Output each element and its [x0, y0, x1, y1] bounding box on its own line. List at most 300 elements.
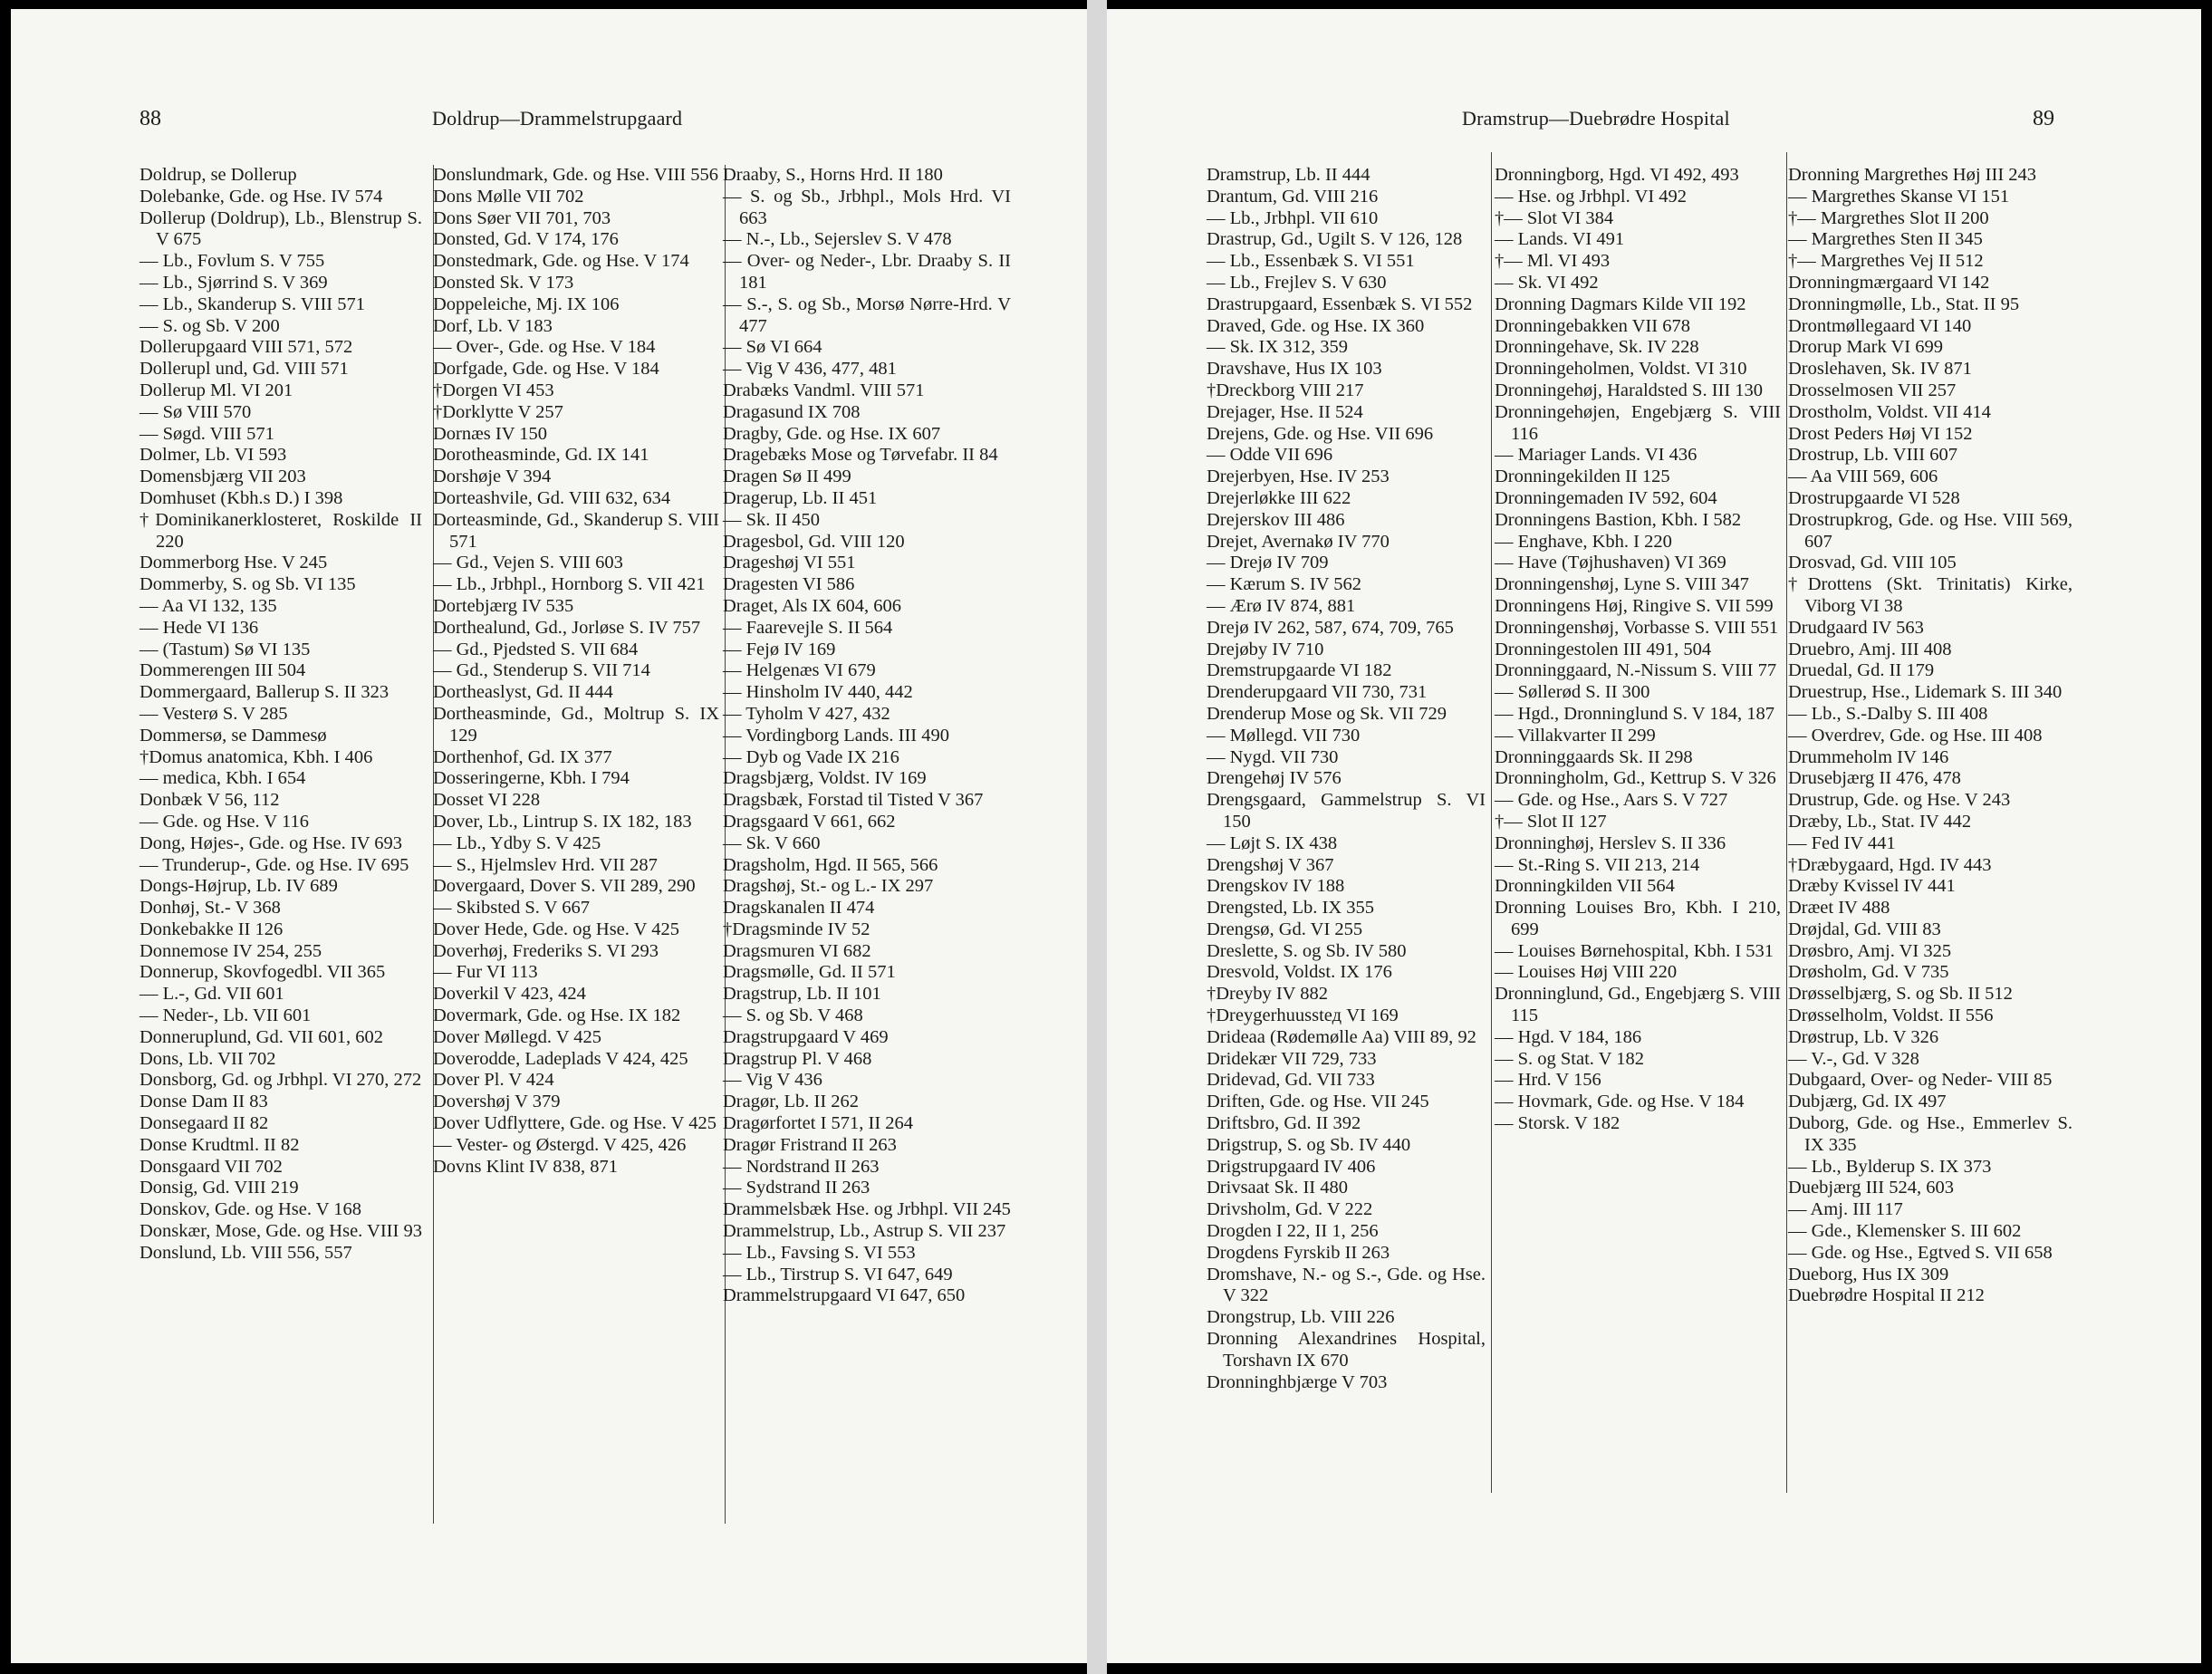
index-entry: — Vesterø S. V 285 [139, 703, 288, 724]
index-entry: Dreslette, S. og Sb. IV 580 [1207, 940, 1407, 961]
index-entry: Drejerbyen, Hse. IV 253 [1207, 467, 1390, 487]
index-entry: Dorfgade, Gde. og Hse. V 184 [433, 359, 659, 380]
index-entry: Dorf, Lb. V 183 [433, 315, 553, 336]
page-gutter [1087, 0, 1107, 1674]
index-entry: Drontmøllegaard VI 140 [1788, 315, 1972, 336]
index-entry: — Gde. og Hse., Aars S. V 727 [1495, 790, 1728, 811]
index-entry: — Lb., Jrbhpl. VII 610 [1207, 207, 1379, 228]
index-entry: Drusebjærg II 476, 478 [1788, 768, 1961, 789]
index-entry: Drummeholm IV 146 [1788, 746, 1949, 767]
index-entry: Dronningehøj, Haraldsted S. III 130 [1495, 380, 1764, 400]
index-entry: Dong, Højes-, Gde. og Hse. IV 693 [139, 832, 403, 853]
index-entry: Dragørfortet I 571, II 264 [723, 1113, 914, 1134]
index-entry: — Sk. V 660 [723, 832, 821, 853]
index-entry: Dover Udflyttere, Gde. og Hse. V 425 [433, 1113, 716, 1134]
index-entry: Drenderupgaard VII 730, 731 [1207, 682, 1428, 703]
index-entry: — Lb., S.-Dalby S. III 408 [1788, 703, 1988, 724]
index-entry: Donsgaard VII 702 [139, 1156, 283, 1177]
index-entry: †Dreckborg VIII 217 [1207, 380, 1364, 400]
index-entry: Dronningehøjen, Engebjærg S. VIII 116 [1495, 401, 1781, 444]
right-page [1107, 9, 2201, 1663]
index-entry: Draved, Gde. og Hse. IX 360 [1207, 315, 1425, 336]
index-entry: Donnemose IV 254, 255 [139, 940, 322, 961]
index-entry: Drivsholm, Gd. V 222 [1207, 1199, 1373, 1220]
index-entry: †Domus anatomica, Kbh. I 406 [139, 746, 373, 767]
column-divider [1786, 152, 1787, 1493]
index-entry: Drantum, Gd. VIII 216 [1207, 186, 1379, 207]
index-entry: — medica, Kbh. I 654 [139, 768, 306, 789]
index-entry: Drøsselholm, Voldst. II 556 [1788, 1005, 1994, 1026]
index-entry: — Gd., Stenderup S. VII 714 [433, 660, 650, 681]
index-entry: — Fed IV 441 [1788, 832, 1896, 853]
index-entry: Drivsaat Sk. II 480 [1207, 1178, 1349, 1198]
index-entry: Donsig, Gd. VIII 219 [139, 1178, 299, 1198]
index-entry: Domhuset (Kbh.s D.) I 398 [139, 487, 343, 508]
index-entry: Drigstrup, S. og Sb. IV 440 [1207, 1134, 1411, 1155]
index-column [1495, 165, 1781, 1135]
index-entry: †— Ml. VI 493 [1495, 251, 1611, 272]
index-entry: — Hede VI 136 [139, 617, 259, 638]
index-entry: — Hrd. V 156 [1495, 1070, 1601, 1091]
index-entry: Dovergaard, Dover S. VII 289, 290 [433, 876, 696, 897]
index-entry: Dragsgaard V 661, 662 [723, 811, 896, 832]
index-entry: Drøsholm, Gd. V 735 [1788, 962, 1949, 983]
index-entry: — Margrethes Skanse VI 151 [1788, 186, 2010, 207]
index-entry: Drejøby IV 710 [1207, 639, 1324, 659]
index-entry: — N.-, Lb., Sejerslev S. V 478 [723, 229, 952, 250]
index-entry: Doverhøj, Frederiks S. VI 293 [433, 940, 659, 961]
index-entry: Dronning Margrethes Høj III 243 [1788, 165, 2037, 185]
index-entry: †Dominikanerklosteret, Roskilde II 220 [139, 509, 422, 552]
index-entry: Driften, Gde. og Hse. VII 245 [1207, 1092, 1429, 1112]
index-entry: †Dræbygaard, Hgd. IV 443 [1788, 854, 1992, 875]
index-entry: — L.-, Gd. VII 601 [139, 984, 284, 1005]
index-entry: — Overdrev, Gde. og Hse. III 408 [1788, 725, 2043, 746]
index-entry: Draaby, S., Horns Hrd. II 180 [723, 165, 943, 185]
index-entry: Drøstrup, Lb. V 326 [1788, 1026, 1939, 1047]
index-entry: — Sk. IX 312, 359 [1207, 337, 1349, 358]
index-entry: — Skibsted S. V 667 [433, 898, 590, 919]
index-entry: Dommersø, se Dammesø [139, 725, 327, 746]
index-entry: Druebro, Amj. III 408 [1788, 639, 1952, 659]
index-entry: †— Slot II 127 [1495, 811, 1607, 832]
index-entry: Donsted, Gd. V 174, 176 [433, 229, 619, 250]
index-entry: — Sk. VI 492 [1495, 272, 1599, 293]
index-entry: — Aa VIII 569, 606 [1788, 467, 1938, 487]
index-entry: — Hse. og Jrbhpl. VI 492 [1495, 186, 1688, 207]
index-entry: — Over- og Neder-, Lbr. Draaby S. II 181 [723, 251, 1011, 293]
index-entry: — V.-, Gd. V 328 [1788, 1048, 1919, 1069]
index-entry: — Hgd., Dronninglund S. V 184, 187 [1495, 703, 1775, 724]
index-entry: Dronningmølle, Lb., Stat. II 95 [1788, 293, 2020, 314]
index-entry: Dons Mølle VII 702 [433, 186, 584, 207]
index-entry: Drostrupkrog, Gde. og Hse. VIII 569, 607 [1788, 509, 2073, 552]
index-entry: Dolebanke, Gde. og Hse. IV 574 [139, 186, 383, 207]
index-entry: Dragsbæk, Forstad til Tisted V 367 [723, 790, 984, 811]
index-entry: Drabæks Vandml. VIII 571 [723, 380, 925, 400]
index-entry: Dovns Klint IV 838, 871 [433, 1156, 619, 1177]
index-entry: Drengshøj V 367 [1207, 854, 1334, 875]
running-head: Dramstrup—Duebrødre Hospital [1462, 107, 1730, 130]
index-entry: Doverodde, Ladeplads V 424, 425 [433, 1048, 688, 1069]
index-entry: Dosset VI 228 [433, 790, 541, 811]
index-entry: — S. og Stat. V 182 [1495, 1048, 1644, 1069]
running-head: Doldrup—Drammelstrupgaard [432, 107, 683, 130]
index-entry: — Margrethes Sten II 345 [1788, 229, 1983, 250]
index-entry: Donkebakke II 126 [139, 919, 284, 939]
index-entry: Drøsbro, Amj. VI 325 [1788, 940, 1952, 961]
index-entry: Dronningenshøj, Lyne S. VIII 347 [1495, 574, 1749, 595]
index-entry: Donsted Sk. V 173 [433, 272, 574, 293]
index-entry: — Faarevejle S. II 564 [723, 617, 893, 638]
left-page [11, 9, 1087, 1663]
index-entry: Drengehøj IV 576 [1207, 768, 1342, 789]
index-entry: Dridevad, Gd. VII 733 [1207, 1070, 1375, 1091]
index-entry: — Lb., Fovlum S. V 755 [139, 251, 325, 272]
index-column [139, 165, 422, 1265]
index-entry: Dragen Sø II 499 [723, 467, 851, 487]
index-entry: Drejens, Gde. og Hse. VII 696 [1207, 423, 1434, 444]
index-entry: Drengskov IV 188 [1207, 876, 1345, 897]
index-entry: — Trunderup-, Gde. og Hse. IV 695 [139, 854, 409, 875]
index-entry: †Dreyby IV 882 [1207, 984, 1328, 1005]
index-entry: Drudgaard IV 563 [1788, 617, 1924, 638]
index-entry: Dræby, Lb., Stat. IV 442 [1788, 811, 1972, 832]
index-entry: Dronningenshøj, Vorbasse S. VIII 551 [1495, 617, 1779, 638]
index-entry: Dromshave, N.- og S.-, Gde. og Hse. V 322 [1207, 1264, 1486, 1306]
index-entry: Dover Hede, Gde. og Hse. V 425 [433, 919, 679, 939]
index-entry: Dronningehave, Sk. IV 228 [1495, 337, 1699, 358]
index-entry: Drosselmosen VII 257 [1788, 380, 1957, 400]
index-entry: Dommergaard, Ballerup S. II 323 [139, 682, 390, 703]
index-entry: Drost Peders Høj VI 152 [1788, 423, 1973, 444]
index-entry: Doverkil V 423, 424 [433, 984, 586, 1005]
index-entry: Dronninglund, Gd., Engebjærg S. VIII 115 [1495, 984, 1781, 1026]
index-entry: Dorthealund, Gd., Jorløse S. IV 757 [433, 617, 701, 638]
index-entry: Donslund, Lb. VIII 556, 557 [139, 1242, 352, 1263]
index-entry: Dorteashvile, Gd. VIII 632, 634 [433, 487, 671, 508]
index-entry: Dubgaard, Over- og Neder- VIII 85 [1788, 1070, 2053, 1091]
index-entry: Dosseringerne, Kbh. I 794 [433, 768, 630, 789]
index-entry: — Mariager Lands. VI 436 [1495, 445, 1697, 466]
index-entry: Dorshøje V 394 [433, 467, 552, 487]
index-column [1207, 165, 1486, 1393]
index-entry: Dragør Fristrand II 263 [723, 1134, 897, 1155]
index-entry: Drageshøj VI 551 [723, 553, 856, 573]
index-entry: Donsborg, Gd. og Jrbhpl. VI 270, 272 [139, 1070, 422, 1091]
index-entry: — Enghave, Kbh. I 220 [1495, 531, 1672, 552]
index-entry: Dorthenhof, Gd. IX 377 [433, 746, 612, 767]
index-entry: Dronningholm, Gd., Kettrup S. V 326 [1495, 768, 1776, 789]
index-entry: — Over-, Gde. og Hse. V 184 [433, 337, 656, 358]
index-entry: Dovermark, Gde. og Hse. IX 182 [433, 1005, 681, 1026]
index-entry: Doldrup, se Dollerup [139, 165, 297, 185]
index-entry: — Søllerød S. II 300 [1495, 682, 1650, 703]
index-entry: — Gd., Vejen S. VIII 603 [433, 553, 623, 573]
index-entry: Drammelstrup, Lb., Astrup S. VII 237 [723, 1221, 1006, 1242]
index-entry: Dortebjærg IV 535 [433, 595, 574, 616]
index-entry: Dollerup (Doldrup), Lb., Blenstrup S. V 675 [139, 207, 422, 250]
index-entry: — S.-, S. og Sb., Morsø Nørre-Hrd. V 477 [723, 293, 1011, 336]
index-entry: — Lb., Jrbhpl., Hornborg S. VII 421 [433, 574, 706, 595]
index-entry: — Lb., Sjørrind S. V 369 [139, 272, 328, 293]
index-entry: Dragby, Gde. og Hse. IX 607 [723, 423, 941, 444]
index-entry: Drogdens Fyrskib II 263 [1207, 1242, 1390, 1263]
index-entry: Dragstrup, Lb. II 101 [723, 984, 881, 1005]
index-entry: Drøjdal, Gd. VIII 83 [1788, 919, 1941, 939]
index-entry: †— Margrethes Vej II 512 [1788, 251, 1984, 272]
index-entry: Dramstrup, Lb. II 444 [1207, 165, 1370, 185]
index-entry: Drammelstrupgaard VI 647, 650 [723, 1285, 966, 1306]
index-entry: †Dorklytte V 257 [433, 401, 563, 422]
index-entry: — Møllegd. VII 730 [1207, 725, 1361, 746]
index-entry: Drustrup, Gde. og Hse. V 243 [1788, 790, 2011, 811]
index-entry: Draget, Als IX 604, 606 [723, 595, 902, 616]
index-entry: — Løjt S. IX 438 [1207, 832, 1338, 853]
index-entry: Dresvold, Voldst. IX 176 [1207, 962, 1392, 983]
index-entry: Drogden I 22, II 1, 256 [1207, 1221, 1379, 1242]
index-entry: Dragsholm, Hgd. II 565, 566 [723, 854, 938, 875]
index-entry: Dronningborg, Hgd. VI 492, 493 [1495, 165, 1739, 185]
index-entry: Drejet, Avernakø IV 770 [1207, 531, 1390, 552]
index-entry: — Gde. og Hse., Egtved S. VII 658 [1788, 1242, 2053, 1263]
index-entry: Drongstrup, Lb. VIII 226 [1207, 1307, 1395, 1328]
index-entry: — Tyholm V 427, 432 [723, 703, 890, 724]
index-entry: Dollerup Ml. VI 201 [139, 380, 293, 400]
index-entry: — Have (Tøjhushaven) VI 369 [1495, 553, 1726, 573]
index-entry: Drejerskov III 486 [1207, 509, 1345, 530]
index-entry: Dortheaslyst, Gd. II 444 [433, 682, 613, 703]
index-entry: Dons Søer VII 701, 703 [433, 207, 611, 228]
index-entry: Dragskanalen II 474 [723, 898, 875, 919]
index-entry: Dridekær VII 729, 733 [1207, 1048, 1377, 1069]
index-entry: Dragstrup Pl. V 468 [723, 1048, 872, 1069]
index-entry: Dronning Louises Bro, Kbh. I 210, 699 [1495, 898, 1781, 939]
index-entry: — Lb., Favsing S. VI 553 [723, 1242, 916, 1263]
index-entry: Drastrupgaard, Essenbæk S. VI 552 [1207, 293, 1473, 314]
index-entry: Dollerupl und, Gd. VIII 571 [139, 359, 349, 380]
index-entry: — Nygd. VII 730 [1207, 746, 1339, 767]
index-entry: Drejerløkke III 622 [1207, 487, 1351, 508]
index-entry: — Neder-, Lb. VII 601 [139, 1005, 312, 1026]
index-entry: — Lands. VI 491 [1495, 229, 1625, 250]
index-entry: — Søgd. VIII 571 [139, 423, 274, 444]
index-entry: Dons, Lb. VII 702 [139, 1048, 276, 1069]
index-entry: — Drejø IV 709 [1207, 553, 1329, 573]
index-entry: — Vig V 436, 477, 481 [723, 359, 897, 380]
index-entry: Dragør, Lb. II 262 [723, 1092, 860, 1112]
index-entry: Druedal, Gd. II 179 [1788, 660, 1935, 681]
index-entry: — St.-Ring S. VII 213, 214 [1495, 854, 1700, 875]
index-entry: Dolmer, Lb. VI 593 [139, 445, 287, 466]
index-entry: Dover Møllegd. V 425 [433, 1026, 602, 1047]
index-entry: Dommerby, S. og Sb. VI 135 [139, 574, 356, 595]
index-entry: Dræby Kvissel IV 441 [1788, 876, 1956, 897]
index-entry: Dortheasminde, Gd., Moltrup S. IX 129 [433, 703, 719, 746]
index-entry: Dovershøj V 379 [433, 1092, 561, 1112]
index-entry: — S. og Sb. V 200 [139, 315, 280, 336]
index-entry: — Sø VIII 570 [139, 401, 252, 422]
index-entry: Donse Dam II 83 [139, 1092, 268, 1112]
index-entry: Donnerup, Skovfogedbl. VII 365 [139, 962, 386, 983]
column-divider [1491, 152, 1492, 1493]
index-entry: Dronninghøj, Herslev S. II 336 [1495, 832, 1726, 853]
index-entry: Dragsmuren VI 682 [723, 940, 871, 961]
index-entry: Duebrødre Hospital II 212 [1788, 1285, 1985, 1306]
index-entry: — Sk. II 450 [723, 509, 821, 530]
index-entry: — (Tastum) Sø VI 135 [139, 639, 311, 659]
index-entry: — Helgenæs VI 679 [723, 660, 876, 681]
index-entry: Dronning Alexandrines Hospital, Torshavn IX 670 [1207, 1329, 1486, 1371]
index-entry: — Lb., Skanderup S. VIII 571 [139, 293, 366, 314]
index-entry: — Odde VII 696 [1207, 445, 1333, 466]
index-entry: — Hgd. V 184, 186 [1495, 1026, 1642, 1047]
index-column [433, 165, 719, 1178]
index-entry: Dronningens Bastion, Kbh. I 582 [1495, 509, 1742, 530]
index-entry: — Sø VI 664 [723, 337, 822, 358]
index-entry: Drøsselbjærg, S. og Sb. II 512 [1788, 984, 2013, 1005]
index-entry: Drostholm, Voldst. VII 414 [1788, 401, 1991, 422]
index-entry: — Fur VI 113 [433, 962, 538, 983]
index-entry: Dollerupgaard VIII 571, 572 [139, 337, 353, 358]
index-entry: — Dyb og Vade IX 216 [723, 746, 899, 767]
index-entry: Droslehaven, Sk. IV 871 [1788, 359, 1972, 380]
index-entry: — Louises Børnehospital, Kbh. I 531 [1495, 940, 1774, 961]
index-column [1788, 165, 2073, 1307]
index-entry: Drideaa (Rødemølle Aa) VIII 89, 92 [1207, 1026, 1476, 1047]
index-entry: — Gde. og Hse. V 116 [139, 811, 309, 832]
index-entry: Donhøj, St.- V 368 [139, 898, 281, 919]
index-entry: Dornæs IV 150 [433, 423, 548, 444]
index-entry: — Villakvarter II 299 [1495, 725, 1656, 746]
index-entry: — Vordingborg Lands. III 490 [723, 725, 949, 746]
index-entry: Drorup Mark VI 699 [1788, 337, 1943, 358]
index-entry: Drosvad, Gd. VIII 105 [1788, 553, 1957, 573]
index-entry: — Vester- og Østergd. V 425, 426 [433, 1134, 687, 1155]
index-entry: — Lb., Frejlev S. V 630 [1207, 272, 1387, 293]
index-entry: Drammelsbæk Hse. og Jrbhpl. VII 245 [723, 1199, 1011, 1220]
index-entry: Dragesten VI 586 [723, 574, 855, 595]
index-entry: Donslundmark, Gde. og Hse. VIII 556 [433, 165, 719, 185]
index-entry: — Sydstrand II 263 [723, 1178, 870, 1198]
index-entry: Donstedmark, Gde. og Hse. V 174 [433, 251, 689, 272]
index-entry: — Louises Høj VIII 220 [1495, 962, 1678, 983]
index-entry: Dongs-Højrup, Lb. IV 689 [139, 876, 338, 897]
index-entry: Dronningekilden II 125 [1495, 467, 1670, 487]
index-entry: — Lb., Essenbæk S. VI 551 [1207, 251, 1415, 272]
index-entry: Dover Pl. V 424 [433, 1070, 554, 1091]
index-entry: Drastrup, Gd., Ugilt S. V 126, 128 [1207, 229, 1463, 250]
index-entry: — Gde., Klemensker S. III 602 [1788, 1221, 2022, 1242]
index-entry: Duebjærg III 524, 603 [1788, 1178, 1954, 1198]
index-entry: †Dorgen VI 453 [433, 380, 554, 400]
index-entry: Dronningkilden VII 564 [1495, 876, 1675, 897]
index-entry: Drostrupgaarde VI 528 [1788, 487, 1960, 508]
index-entry: Dragsmølle, Gd. II 571 [723, 962, 896, 983]
index-entry: Dommerengen III 504 [139, 660, 306, 681]
index-entry: Druestrup, Hse., Lidemark S. III 340 [1788, 682, 2063, 703]
index-entry: Driftsbro, Gd. II 392 [1207, 1113, 1361, 1134]
index-entry: Doppeleiche, Mj. IX 106 [433, 293, 620, 314]
index-entry: Dragasund IX 708 [723, 401, 861, 422]
index-entry: Dueborg, Hus IX 309 [1788, 1264, 1949, 1284]
index-entry: — Nordstrand II 263 [723, 1156, 880, 1177]
index-entry: Drengsted, Lb. IX 355 [1207, 898, 1375, 919]
index-entry: †— Slot VI 384 [1495, 207, 1614, 228]
index-entry: — Amj. III 117 [1788, 1199, 1903, 1220]
index-entry: Donskov, Gde. og Hse. V 168 [139, 1199, 362, 1220]
index-entry: Dragerup, Lb. II 451 [723, 487, 878, 508]
index-entry: Drejø IV 262, 587, 674, 709, 765 [1207, 617, 1454, 638]
index-entry: Dronning Dagmars Kilde VII 192 [1495, 293, 1746, 314]
index-entry: — Storsk. V 182 [1495, 1113, 1621, 1134]
index-entry: — Vig V 436 [723, 1070, 822, 1091]
index-entry: Dronningemaden IV 592, 604 [1495, 487, 1717, 508]
page-number: 89 [2033, 107, 2054, 130]
index-entry: Drigstrupgaard IV 406 [1207, 1156, 1376, 1177]
index-entry: Dronninggaard, N.-Nissum S. VIII 77 [1495, 660, 1777, 681]
index-entry: — Lb., Bylderup S. IX 373 [1788, 1156, 1992, 1177]
index-entry: Drejager, Hse. II 524 [1207, 401, 1363, 422]
index-column [723, 165, 1011, 1307]
index-entry: Dommerborg Hse. V 245 [139, 553, 328, 573]
index-entry: — S., Hjelmslev Hrd. VII 287 [433, 854, 658, 875]
index-entry: — Lb., Tirstrup S. VI 647, 649 [723, 1264, 953, 1284]
index-entry: Dronningmærgaard VI 142 [1788, 272, 1990, 293]
index-entry: Donneruplund, Gd. VII 601, 602 [139, 1026, 383, 1047]
index-entry: Drengsø, Gd. VI 255 [1207, 919, 1363, 939]
index-entry: Dragshøj, St.- og L.- IX 297 [723, 876, 934, 897]
index-entry: Dravshave, Hus IX 103 [1207, 359, 1382, 380]
index-entry: Dremstrupgaarde VI 182 [1207, 660, 1392, 681]
index-entry: Donsegaard II 82 [139, 1113, 269, 1134]
index-entry: — S. og Sb., Jrbhpl., Mols Hrd. VI 663 [723, 186, 1011, 228]
index-entry: Dronninggaards Sk. II 298 [1495, 746, 1693, 767]
index-entry: — S. og Sb. V 468 [723, 1005, 863, 1026]
index-entry: Domensbjærg VII 203 [139, 467, 306, 487]
index-entry: †Dreygerhuusstед VI 169 [1207, 1005, 1399, 1026]
index-entry: Donskær, Mose, Gde. og Hse. VIII 93 [139, 1221, 422, 1242]
index-entry: Dronningeholmen, Voldst. VI 310 [1495, 359, 1747, 380]
page-number: 88 [139, 107, 161, 130]
index-entry: — Lb., Ydby S. V 425 [433, 832, 601, 853]
index-entry: Dorteasminde, Gd., Skanderup S. VIII 571 [433, 509, 719, 552]
index-entry: Drenderup Mose og Sk. VII 729 [1207, 703, 1447, 724]
index-entry: Dronningebakken VII 678 [1495, 315, 1690, 336]
index-entry: — Fejø IV 169 [723, 639, 836, 659]
index-entry: — Hovmark, Gde. og Hse. V 184 [1495, 1092, 1745, 1112]
index-entry: Dover, Lb., Lintrup S. IX 182, 183 [433, 811, 692, 832]
index-entry: Dorotheasminde, Gd. IX 141 [433, 445, 649, 466]
index-entry: Donse Krudtml. II 82 [139, 1134, 300, 1155]
index-entry: Dubjærg, Gd. IX 497 [1788, 1092, 1947, 1112]
index-entry: Duborg, Gde. og Hse., Emmerlev S. IX 335 [1788, 1113, 2073, 1155]
index-entry: — Aa VI 132, 135 [139, 595, 277, 616]
index-entry: Dragesbol, Gd. VIII 120 [723, 531, 905, 552]
index-entry: Donbæk V 56, 112 [139, 790, 280, 811]
index-entry: Dræet IV 488 [1788, 898, 1890, 919]
index-entry: Dragsbjærg, Voldst. IV 169 [723, 768, 927, 789]
index-entry: — Hinsholm IV 440, 442 [723, 682, 913, 703]
index-entry: Dragstrupgaard V 469 [723, 1026, 889, 1047]
index-entry: †Drottens (Skt. Trinitatis) Kirke, Viborg VI 38 [1788, 574, 2073, 616]
index-entry: Dronningestolen III 491, 504 [1495, 639, 1712, 659]
index-entry: — Kærum S. IV 562 [1207, 574, 1362, 595]
index-entry: — Gd., Pjedsted S. VII 684 [433, 639, 639, 659]
index-entry: Drengsgaard, Gammelstrup S. VI 150 [1207, 790, 1486, 832]
index-entry: †Dragsminde IV 52 [723, 919, 870, 939]
index-entry: — Ærø IV 874, 881 [1207, 595, 1356, 616]
